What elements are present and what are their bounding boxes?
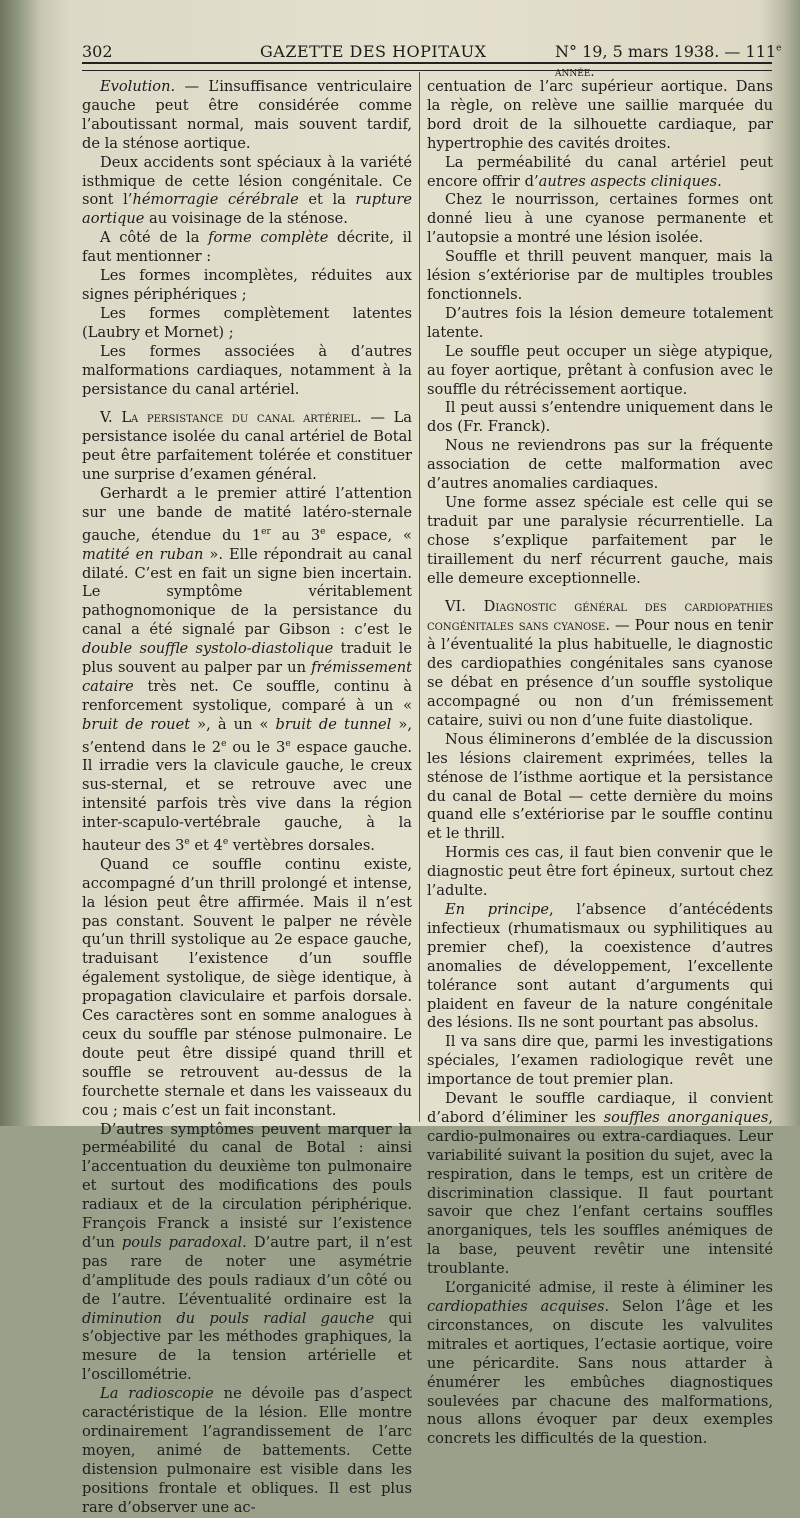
- paragraph: Une forme assez spéciale est celle qui se traduit par une paralysie récurrentielle. La chose s’explique parfaitement par le tiraillement du nerf récurrent gauche, mais elle demeure exceptionnelle.: [427, 493, 773, 587]
- running-header: [82, 36, 782, 80]
- paragraph: L’organicité admise, il reste à éliminer les cardiopathies acquises. Selon l’âge et les circonstances, on discute les valvulites mitrales et aortiques, l’ectasie aortique, voire une péricardite. Sans nous attarder à énumérer les embûches diagnostiques soulevées par chacune des malformations, nous allons évoquer par deux exemples concrets les difficultés de la question.: [427, 1279, 773, 1448]
- paragraph: La perméabilité du canal artériel peut encore offrir d’autres aspects cliniques.: [427, 153, 773, 190]
- paragraph: Il peut aussi s’entendre uniquement dans le dos (Fr. Franck).: [427, 399, 773, 436]
- section-heading-paragraph: V. La persistance du canal artériel. — La persistance isolée du canal artériel de Botal peut être parfaitement tolérée et constituer une surprise d’examen général.: [82, 409, 413, 484]
- paragraph: D’autres symptômes peuvent marquer la perméabilité du canal de Botal : ainsi l’accentuation du deuxième ton pulmonaire et surtout des modifications des pouls radiaux et de la circulation périphérique. François Franck a insisté sur l’existence d’un pouls paradoxal. D’autre part, il n’est pas rare de noter une asymétrie d’amplitude des pouls radiaux d’un côté ou de l’autre. L’éventualité ordinaire est la diminution du pouls radial gauche qui s’objective par les méthodes graphiques, la mesure de la tension artérielle et l’oscillométrie.: [82, 1120, 413, 1384]
- paragraph: D’autres fois la lésion demeure totalement latente.: [427, 304, 773, 341]
- paragraph: Hormis ces cas, il faut bien convenir que le diagnostic peut être fort épineux, surtout chez l’adulte.: [427, 844, 773, 900]
- paragraph: Il va sans dire que, parmi les investigations spéciales, l’examen radiologique revêt une importance de tout premier plan.: [427, 1033, 773, 1089]
- paragraph: En principe, l’absence d’antécédents infectieux (rhumatismaux ou syphilitiques au premier chef), la coexistence d’autres anomalies de développement, l’excellente tolérance sont autant d’arguments qui plaident en faveur de la nature congénitale des lésions. Ils ne sont pourtant pas absolus.: [427, 900, 773, 1032]
- paragraph: Les formes incomplètes, réduites aux signes périphériques ;: [82, 267, 412, 303]
- paragraph: centuation de l’arc supérieur aortique. Dans la règle, on relève une saillie marquée du bord droit de la silhouette cardiaque, par hypertrophie des cavités droites.: [427, 78, 773, 152]
- paragraph: Nous ne reviendrons pas sur la fréquente association de cette malformation avec d’autres anomalies cardiaques.: [427, 437, 773, 493]
- paragraph: Nous éliminerons d’emblée de la discussion les lésions clairement exprimées, telles la sténose de l’isthme aortique et la persistance du canal de Botal — cette dernière du moins quand elle s’extériorise par le souffle continu et le thrill.: [427, 730, 773, 843]
- journal-title: GAZETTE DES HOPITAUX: [260, 42, 487, 61]
- paragraph: Chez le nourrisson, certaines formes ont donné lieu à une cyanose permanente et l’autopsie a montré une lésion isolée.: [427, 191, 773, 247]
- section-heading-paragraph: VI. Diagnostic général des cardiopathies congénitales sans cyanose. — Pour nous en tenir à l’éventualité la plus habituelle, le diagnostic des cardiopathies congénitales sans cyanose se débat en présence d’un souffle systolique accompagné ou non d’un frémissement cataire, suivi ou non d’une fuite diastolique.: [427, 598, 773, 729]
- paragraph: La radioscopie ne dévoile pas d’aspect caractéristique de la lésion. Elle montre ordinairement l’agrandissement de l’arc moyen, animé de battements. Cette distension pulmonaire est visible dans les positions frontale et obliques. Il est plus rare d’observer une ac-: [82, 1385, 412, 1516]
- paragraph: Deux accidents sont spéciaux à la variété isthmique de cette lésion congénitale. Ce sont l’hémorragie cérébrale et la rupture aortique au voisinage de la sténose.: [82, 153, 413, 228]
- issue-line: N° 19, 5 mars 1938. — 111e année.: [555, 42, 782, 80]
- column-divider: [419, 72, 420, 1122]
- header-rule: [82, 62, 772, 71]
- page-number: 302: [82, 42, 113, 61]
- right-column: [427, 78, 773, 1449]
- paragraph: A côté de la forme complète décrite, il faut mentionner :: [82, 229, 412, 266]
- paragraph: Quand ce souffle continu existe, accompagné d’un thrill prolongé et intense, la lésion peut être affirmée. Mais il n’est pas constant. Souvent le palper ne révèle qu’un thrill systolique au 2e espace gauche, traduisant l’existence d’un souffle également systolique, de siège identique, à propagation claviculaire et parfois dorsale. Ces caractères sont en somme analogues à ceux du souffle par sténose pulmonaire. Le doute peut être dissipé quand thrill et souffle se retrouvent au-dessus de la fourchette sternale et dans les vaisseaux du cou ; mais c’est un fait inconstant.: [82, 855, 412, 1119]
- paragraph: Les formes complètement latentes (Laubry et Mornet) ;: [82, 304, 412, 341]
- paragraph: Le souffle peut occuper un siège atypique, au foyer aortique, prêtant à confusion avec le souffle du rétrécissement aortique.: [427, 342, 773, 398]
- left-column: [82, 78, 412, 1518]
- paragraph: Devant le souffle cardiaque, il convient d’abord d’éliminer les souffles anorganiques, cardio-pulmonaires ou extra-cardiaques. Leur variabilité suivant la position du sujet, avec la respiration, dans le temps, est un critère de discrimination classique. Il faut pourtant savoir que chez l’enfant certains souffles anorganiques, tels les souffles anémiques de la base, peuvent revêtir une intensité troublante.: [427, 1090, 773, 1278]
- paragraph: Les formes associées à d’autres malformations cardiaques, notamment à la persistance du canal artériel.: [82, 342, 412, 398]
- paragraph: Gerhardt a le premier attiré l’attention sur une bande de matité latéro-sternale gauche, étendue du 1er au 3e espace, « matité en ruban ». Elle répondrait au canal dilaté. C’est en fait un signe bien incertain. Le symptôme véritablement pathognomonique de la persistance du canal a été signalé par Gibson : c’est le double souffle systolo-diastolique traduit le plus souvent au palper par un frémissement cataire très net. Ce souffle, continu à renforcement systolique, comparé à un « bruit de rouet », à un « bruit de tunnel », s’entend dans le 2e ou le 3e espace gauche. Il irradie vers la clavicule gauche, le creux sus-sternal, et se retrouve avec une intensité parfois très vive dans la région inter-scapulo-vertébrale gauche, à la hauteur des 3e et 4e vertèbres dorsales.: [82, 485, 413, 854]
- paragraph: Souffle et thrill peuvent manquer, mais la lésion s’extériorise par de multiples troubles fonctionnels.: [427, 248, 773, 303]
- paragraph: Evolution. — L’insuffisance ventriculaire gauche peut être considérée comme l’aboutissant normal, mais souvent tardif, de la sténose aortique.: [82, 78, 412, 152]
